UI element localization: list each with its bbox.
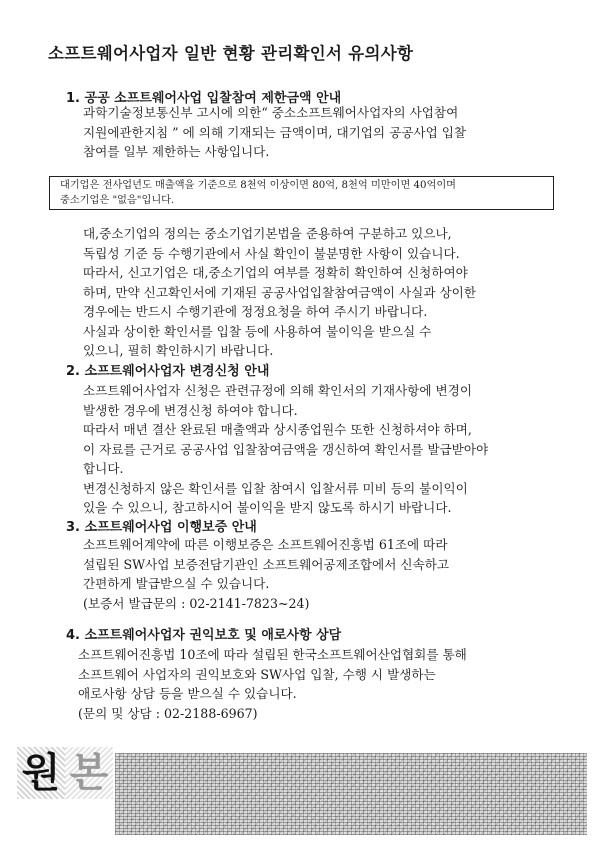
text-line: 소프트웨어진흥법 10조에 따라 설립된 한국소프트웨어산업협회를 통해 <box>78 647 467 662</box>
section-1-heading: 1. 공공 소프트웨어사업 입찰참여 제한금액 안내 <box>66 91 342 106</box>
text-line: 합니다. <box>83 461 124 476</box>
section-1-body <box>83 103 583 162</box>
stamp-char-won: 원 <box>17 747 65 799</box>
section-4-body <box>78 645 578 723</box>
text-line: 대,중소기업의 정의는 중소기업기본법을 준용하여 구분하고 있으나, <box>83 226 452 241</box>
text-line: 이 자료를 근거로 공공사업 입찰참여금액을 갱신하여 확인서를 발급받아야 <box>83 441 489 457</box>
notice-box <box>49 176 554 210</box>
text-line: 경우에는 반드시 수행기관에 정정요청을 하여 주시기 바랍니다. <box>83 304 428 319</box>
page-title: 소프트웨어사업자 일반 현황 관리확인서 유의사항 <box>48 44 414 63</box>
text-line: 설립된 SW사업 보증전담기관인 소프트웨어공제조합에서 신속하고 <box>83 556 450 572</box>
text-line: 애로사항 상담 등을 받으실 수 있습니다. <box>78 686 297 701</box>
text-line: 소프트웨어사업자 신청은 관련규정에 의해 확인서의 기재사항에 변경이 <box>83 383 472 398</box>
section-1-extra-body <box>83 224 583 361</box>
text-line: 간편하게 발급받으실 수 있습니다. <box>83 576 270 591</box>
text-line: 있으니, 필히 확인하시기 바랍니다. <box>83 343 274 358</box>
text-line: 참여를 일부 제한하는 사항입니다. <box>83 144 270 159</box>
security-pattern-band <box>115 753 587 835</box>
section-3-heading: 3. 소프트웨어사업 이행보증 안내 <box>66 520 257 535</box>
text-line: 독립성 기준 등 수행기관에서 사실 확인이 불분명한 사항이 있습니다. <box>83 245 460 261</box>
text-line: 사실과 상이한 확인서를 입찰 등에 사용하여 불이익을 받으실 수 <box>83 323 432 339</box>
section-3-body <box>83 535 583 613</box>
stamp-char-bon: 본 <box>65 747 113 799</box>
text-line: 발생한 경우에 변경신청 하여야 합니다. <box>83 402 298 418</box>
text-line: 따라서 매년 결산 완료된 매출액과 상시종업원수 또한 신청하셔야 하며, <box>83 422 472 437</box>
text-line: 소프트웨어 사업자의 권익보호와 SW사업 입찰, 수행 시 발생하는 <box>78 666 436 682</box>
text-line: (보증서 발급문의 : 02-2141-7823~24) <box>83 595 310 611</box>
text-line: 지원에관한지침 ” 에 의해 기재되는 금액이며, 대기업의 공공사업 입찰 <box>83 124 467 140</box>
text-line: 있을 수 있으니, 참고하시어 불이익을 받지 않도록 하시기 바랍니다. <box>83 500 452 515</box>
text-line: (문의 및 상담 : 02-2188-6967) <box>78 705 258 721</box>
text-line: 하며, 만약 신고확인서에 기재된 공공사업입찰참여금액이 사실과 상이한 <box>83 284 476 300</box>
section-2-body <box>83 381 583 518</box>
text-line: 과학기술정보통신부 고시에 의한“ 중소소프트웨어사업자의 사업참여 <box>83 105 459 120</box>
section-4-heading: 4. 소프트웨어사업자 권익보호 및 애로사항 상담 <box>66 628 342 643</box>
section-2-heading: 2. 소프트웨어사업자 변경신청 안내 <box>66 364 270 379</box>
notice-line: 중소기업은 "없음"입니다. <box>60 194 175 206</box>
notice-line: 대기업은 전사업년도 매출액을 기준으로 8천억 이상이면 80억, 8천억 미만이면 40억이며 <box>60 180 457 191</box>
text-line: 따라서, 신고기업은 대,중소기업의 여부를 정확히 확인하여 신청하여야 <box>83 265 468 280</box>
text-line: 변경신청하지 않은 확인서를 입찰 참여시 입찰서류 미비 등의 불이익이 <box>83 480 468 496</box>
original-stamp <box>17 747 113 799</box>
text-line: 소프트웨어계약에 따른 이행보증은 소프트웨어진흥법 61조에 따라 <box>83 537 448 552</box>
